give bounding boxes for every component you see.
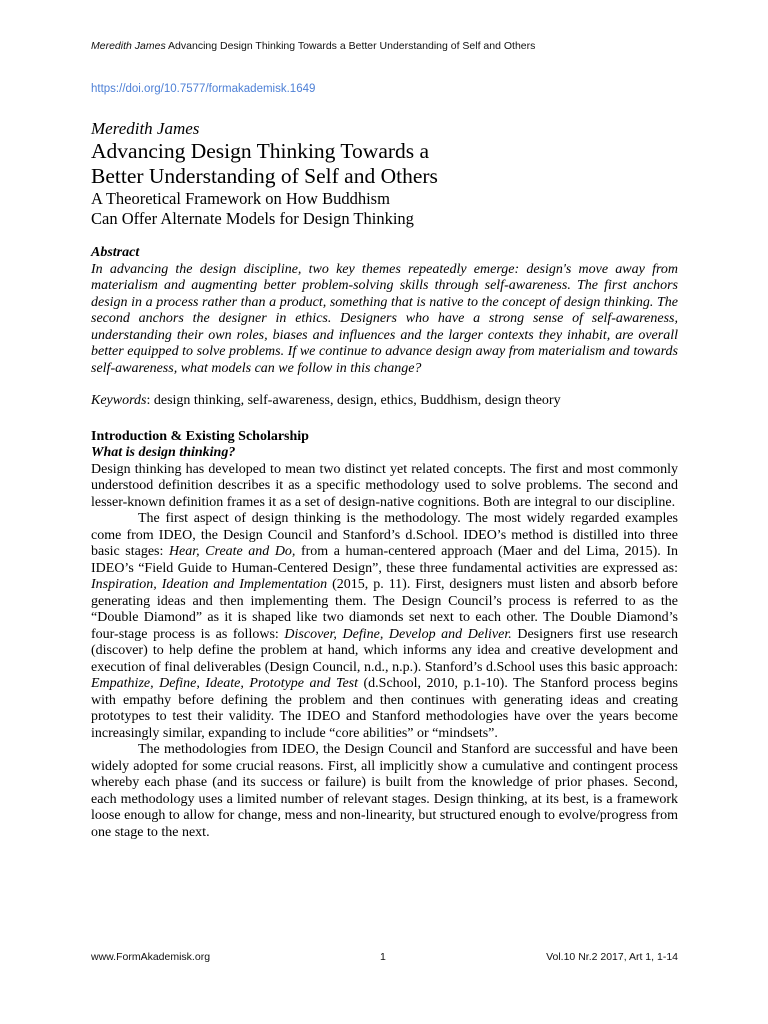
paper-title-line-2: Better Understanding of Self and Others bbox=[91, 164, 438, 188]
paragraph-2-emphasis-1: Hear, Create and Do, bbox=[168, 544, 296, 559]
running-header bbox=[91, 40, 535, 52]
subsection-heading: What is design thinking? bbox=[91, 445, 236, 460]
paper-title-line-1: Advancing Design Thinking Towards a bbox=[91, 139, 430, 163]
keywords-label: Keywords bbox=[91, 393, 147, 408]
paragraph-2-text-4: Designers first use research (discover) to help define the problem at hand, which informs any idea and creative development and execution of final deliverables (Design Council, n.d., n.p.). Stanford’s d.School uses this basic approach: bbox=[91, 626, 679, 675]
keywords-values: : design thinking, self-awareness, design, ethics, Buddhism, design theory bbox=[146, 393, 561, 408]
paragraph-2-text-5: (d.School, 2010, p.1-10). The Stanford process begins with empathy before defining the problem and then continues with generating ideas and creating prototypes to test their validity. The IDEO and Stanford methodologies have over the years become increasingly similar, expanding to include “core abilities” or “mindsets”. bbox=[91, 676, 679, 741]
running-header-author: Meredith James bbox=[91, 40, 166, 52]
author-name: Meredith James bbox=[91, 119, 200, 138]
article-body bbox=[91, 245, 678, 841]
paragraph-2-emphasis-4: Empathize, Define, Ideate, Prototype and Test bbox=[91, 676, 359, 691]
paragraph-2-text-3: (2015, p. 11). First, designers must listen and absorb before generating ideas and then implementing them. The Design Council’s process is referred to as the “Double Diamond” as it is shaped like two diamonds set next to each other. The Double Diamond’s four-stage process is as follows: bbox=[91, 577, 678, 642]
paper-subtitle-line-2: Can Offer Alternate Models for Design Thinking bbox=[91, 208, 414, 228]
title-block bbox=[91, 119, 691, 228]
footer-website: www.FormAkademisk.org bbox=[91, 951, 211, 963]
paragraph-2-emphasis-3: Discover, Define, Develop and Deliver. bbox=[284, 626, 512, 642]
section-heading: Introduction & Existing Scholarship bbox=[91, 428, 309, 444]
doi-link[interactable]: https://doi.org/10.7577/formakademisk.1649 bbox=[91, 83, 316, 95]
paragraph-2-emphasis-2: Inspiration, Ideation and Implementation bbox=[91, 577, 328, 592]
paper-subtitle bbox=[91, 189, 691, 228]
paper-subtitle-line-1: A Theoretical Framework on How Buddhism bbox=[91, 189, 390, 208]
abstract-heading: Abstract bbox=[91, 245, 140, 260]
body-paragraph-3: The methodologies from IDEO, the Design Council and Stanford are successful and have been widely adopted for some crucial reasons. First, all implicitly show a cumulative and contingent process whereby each phase (and its success or failure) is built from the knowledge of prior phases. Second, each methodology uses a limited number of relevant stages. Design thinking, at its best, is a framework loose enough to allow for change, mess and non-linearity, but structured enough to evolve/progress from one stage to the next. bbox=[91, 742, 678, 840]
keywords bbox=[91, 393, 678, 410]
body-paragraph-1: Design thinking has developed to mean two distinct yet related concepts. The first and most commonly understood definition describes it as a specific methodology used to solve problems. The second and lesser-known definition frames it as a set of design-native cognitions. Both are integral to our discipline. bbox=[91, 461, 678, 510]
paper-title bbox=[91, 139, 691, 189]
footer-volume: Vol.10 Nr.2 2017, Art 1, 1-14 bbox=[546, 951, 678, 963]
abstract-text: In advancing the design discipline, two key themes repeatedly emerge: design's move away from materialism and augmenting better problem-solving skills through self-awareness. The first anchors design in a process rather than a product, something that is native to the concept of design thinking. The second anchors the designer in ethics. Designers who have a strong sense of self-awareness, understanding their own roles, biases and influences and the larger contexts they inhabit, are overall better equipped to solve problems. If we continue to advance design away from materialism and towards self-awareness, what models can we follow in this change? bbox=[91, 261, 678, 376]
footer-page-number: 1 bbox=[380, 951, 386, 963]
body-paragraph-2 bbox=[91, 511, 678, 742]
paragraph-2-text-1: The first aspect of design thinking is the methodology. The most widely regarded examples come from IDEO, the Design Council and Stanford’s d.School. IDEO’s method is distilled into three basic stages: bbox=[91, 511, 678, 559]
running-header-title: Advancing Design Thinking Towards a Better Understanding of Self and Others bbox=[168, 40, 536, 52]
paragraph-2-text-2: from a human-centered approach (Maer and del Lima, 2015). In IDEO’s “Field Guide to Human-Centered Design”, these three fundamental activities are expressed as: bbox=[91, 544, 678, 576]
